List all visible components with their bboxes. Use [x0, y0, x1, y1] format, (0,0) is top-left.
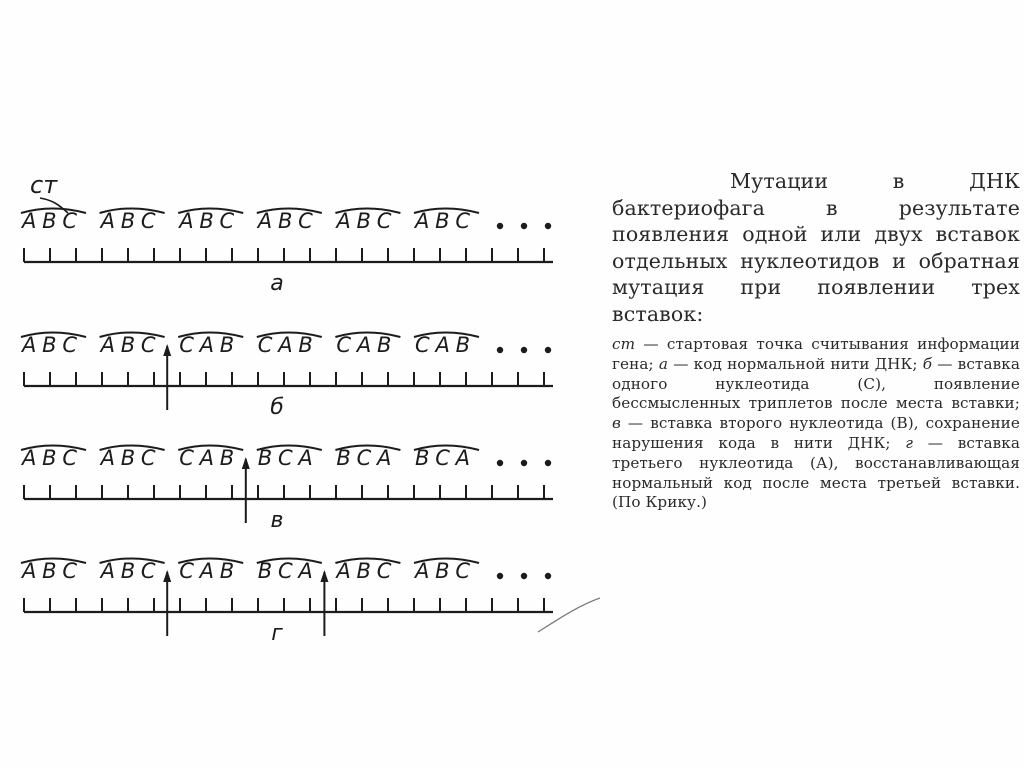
legend-text-b: — вставка одного нуклеотида (С), появление бессмысленных триплетов после места вставки;	[612, 354, 1020, 413]
codon-5: ABC	[336, 209, 399, 233]
caption-legend	[612, 335, 1020, 513]
codon-5: CAB	[336, 333, 399, 357]
continuation-dot	[521, 347, 527, 353]
codon-6: CAB	[415, 333, 477, 357]
insertion-arrow-head	[320, 570, 328, 582]
continuation-dot	[545, 223, 551, 229]
sequence-row-b	[20, 333, 553, 421]
continuation-dot	[521, 573, 527, 579]
continuation-dot	[545, 460, 551, 466]
insertion-arrow-head	[163, 344, 171, 356]
continuation-dot	[497, 223, 503, 229]
continuation-dot	[521, 223, 527, 229]
continuation-dot	[497, 347, 503, 353]
codon-1: ABC	[22, 446, 84, 470]
legend-term-g: г	[905, 433, 914, 452]
legend-term-st: ст	[612, 335, 636, 353]
continuation-dot	[545, 347, 551, 353]
codon-4: CAB	[257, 333, 320, 357]
figure-caption	[612, 168, 1020, 513]
legend-text-a: — код нормальной нити ДНК;	[668, 354, 923, 373]
sequence-row-v	[20, 446, 553, 534]
codon-3: ABC	[179, 209, 242, 233]
codon-6: ABC	[415, 559, 477, 583]
start-label: ст	[30, 171, 58, 199]
codon-3: CAB	[179, 333, 242, 357]
codon-2: ABC	[100, 209, 163, 233]
legend-text-st: — стартовая точка считывания информации гена;	[612, 335, 1020, 373]
codon-5: ABC	[336, 559, 399, 583]
scratch-mark	[538, 598, 600, 632]
codon-1: ABC	[22, 559, 84, 583]
continuation-dot	[497, 573, 503, 579]
continuation-dot	[545, 573, 551, 579]
codon-2: ABC	[100, 559, 163, 583]
legend-text-v: — вставка второго нуклеотида (В), сохранение нарушения кода в нити ДНК;	[612, 414, 1020, 452]
sequence-row-g	[20, 559, 553, 647]
codon-3: CAB	[179, 446, 242, 470]
codon-1: ABC	[22, 209, 84, 233]
legend-term-a: а	[658, 354, 669, 373]
row-label-g: г	[271, 621, 283, 646]
insertion-arrow-head	[163, 570, 171, 582]
codon-6: BCA	[415, 446, 477, 470]
continuation-dot	[521, 460, 527, 466]
codon-4: ABC	[257, 209, 320, 233]
legend-term-b: б	[922, 354, 933, 373]
codon-2: ABC	[100, 333, 163, 357]
codon-4: BCA	[257, 559, 320, 583]
row-label-b: б	[270, 395, 284, 420]
caption-main: Мутации в ДНК бактериофага в результате появления одной или двух вставок отдельных нуклеотидов и обратная мутация при появлении трех вставок:	[612, 169, 1020, 326]
codon-5: BCA	[336, 446, 399, 470]
row-label-v: в	[270, 508, 284, 533]
codon-4: BCA	[257, 446, 320, 470]
sequence-row-a	[20, 209, 553, 297]
continuation-dot	[497, 460, 503, 466]
codon-1: ABC	[22, 333, 84, 357]
legend-term-v: в	[612, 414, 621, 433]
legend-text-g: — вставка третьего нуклеотида (А), восстанавливающая нормальный код после места третьей вставки. (По Крику.)	[612, 433, 1021, 512]
codon-6: ABC	[415, 209, 477, 233]
row-label-a: а	[270, 271, 284, 296]
insertion-arrow-head	[242, 457, 250, 469]
codon-3: CAB	[179, 559, 242, 583]
codon-2: ABC	[100, 446, 163, 470]
